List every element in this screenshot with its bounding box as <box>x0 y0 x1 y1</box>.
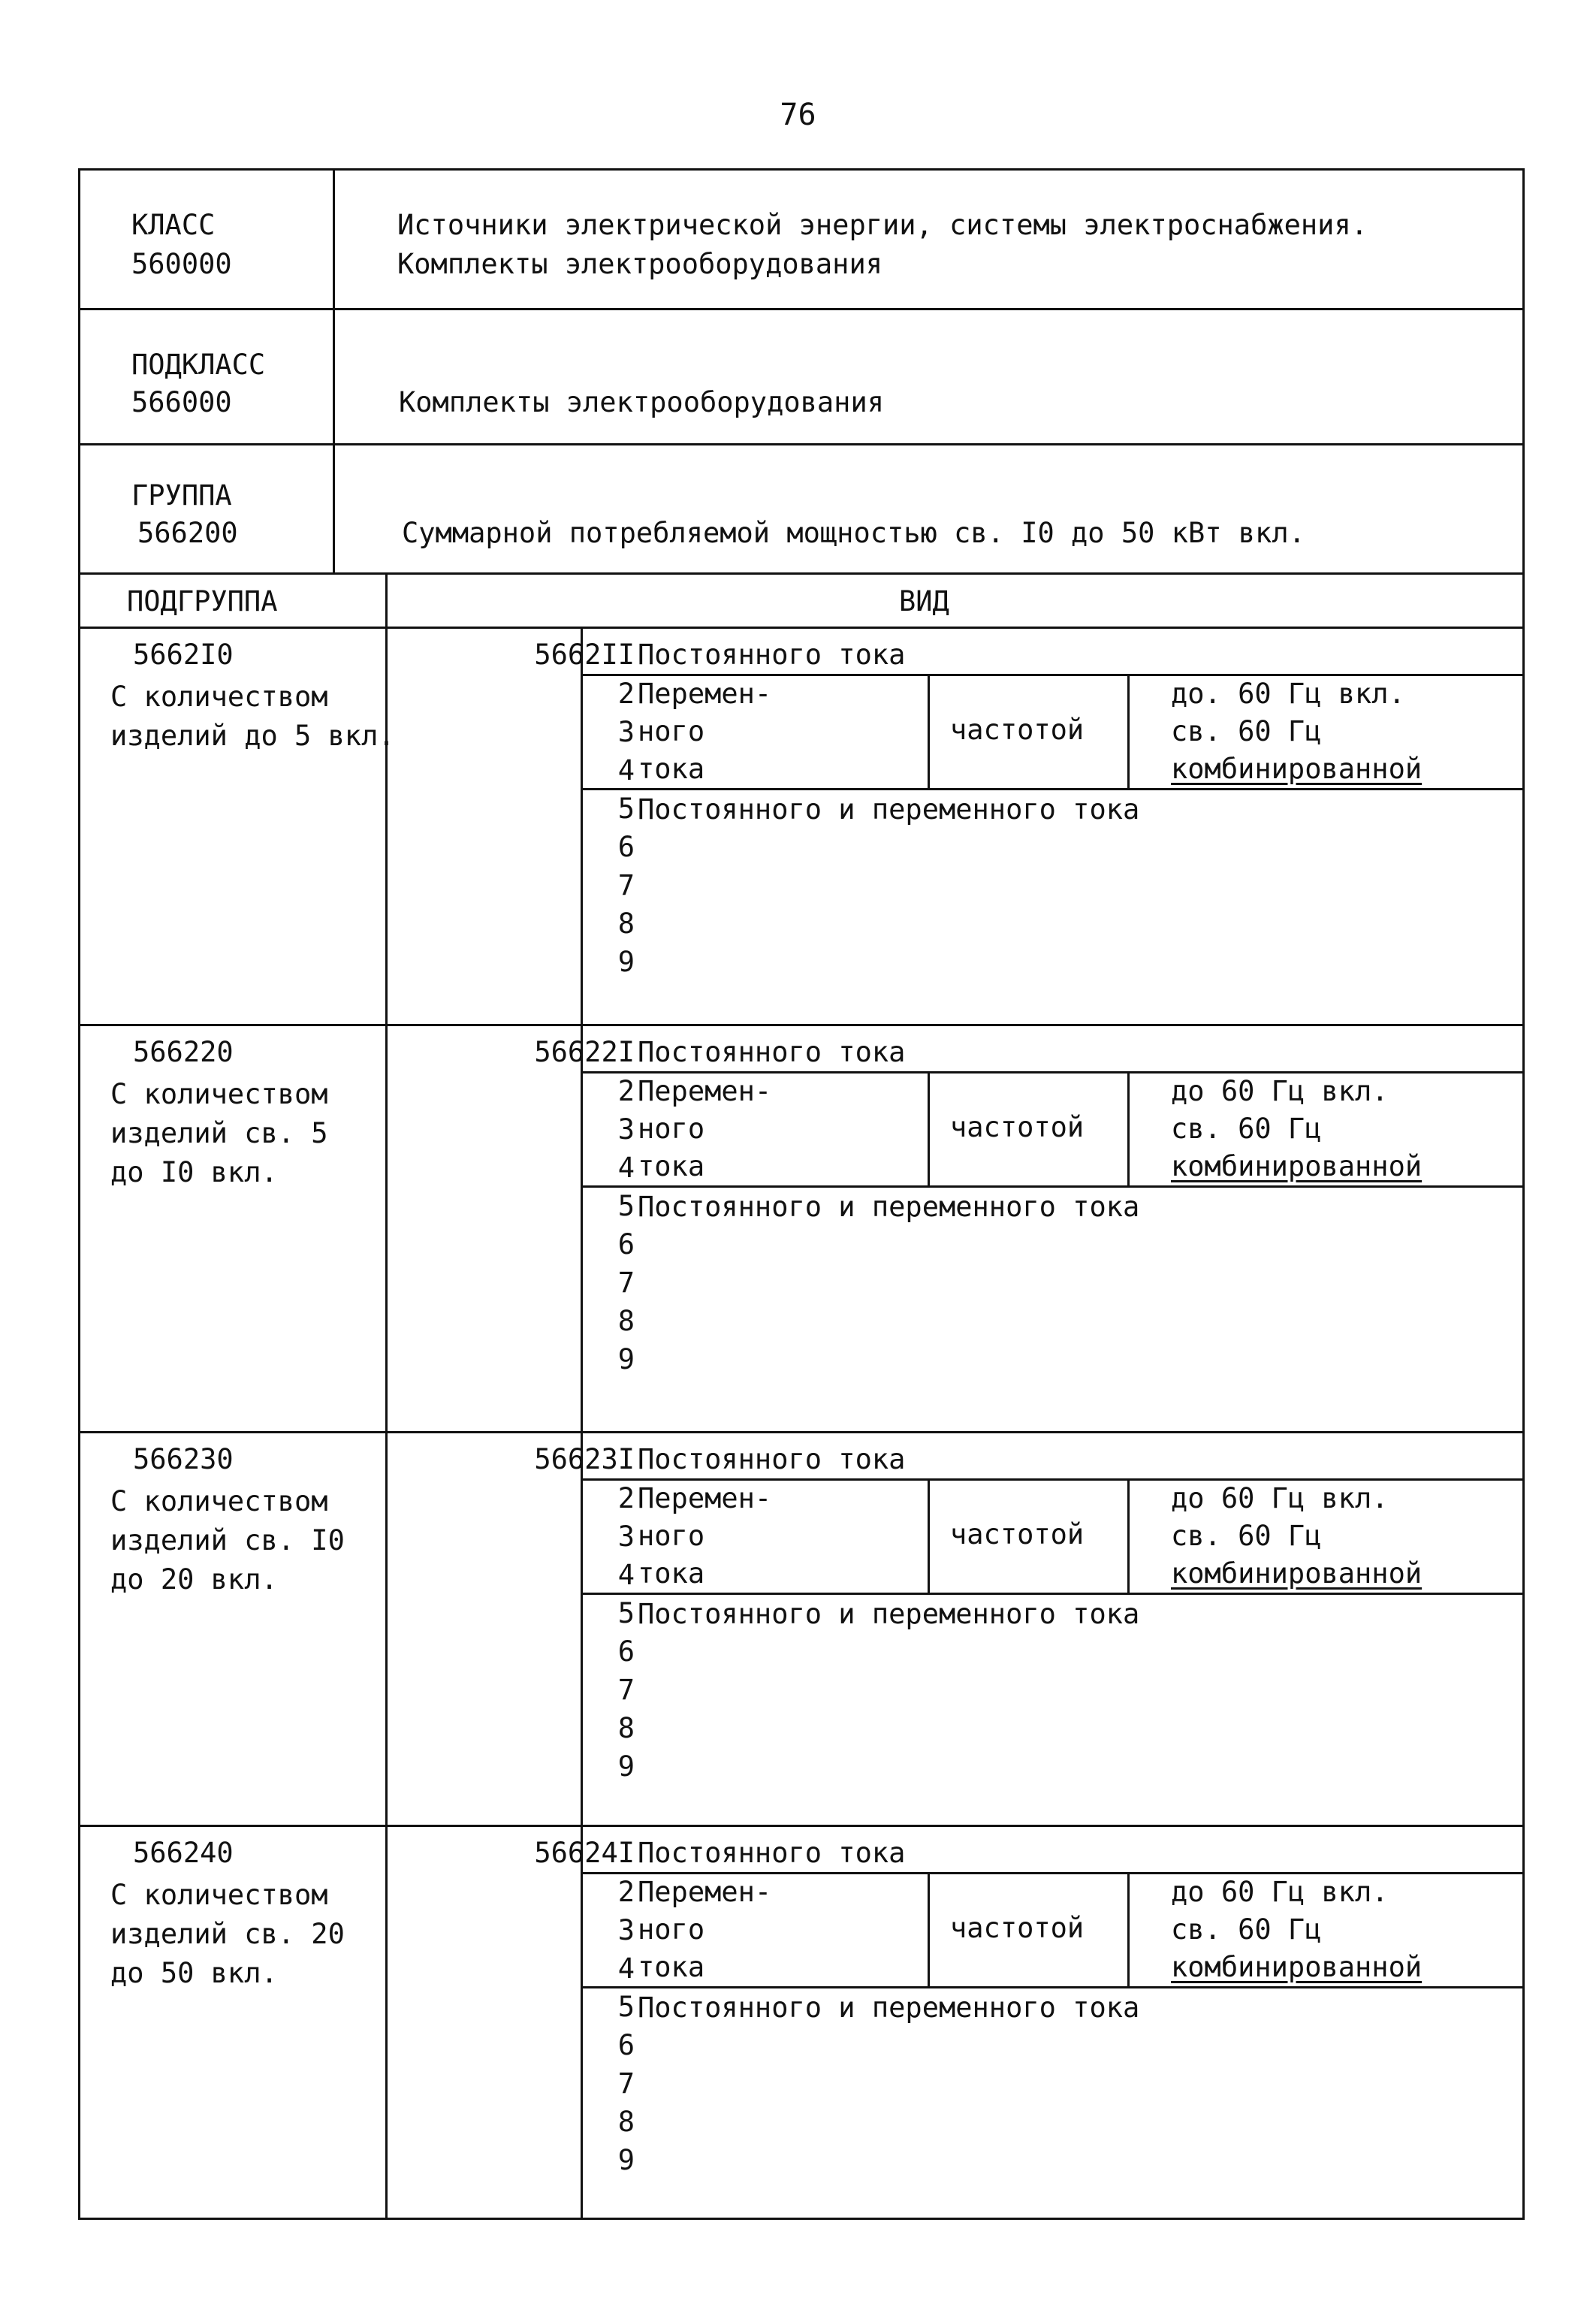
vid-code: 7 <box>617 869 635 901</box>
frequency-option: до 60 Гц вкл. <box>1171 1075 1389 1107</box>
vid-code: 6 <box>617 2029 635 2061</box>
ac-label: Перемен- <box>638 1876 772 1908</box>
subgroup-description: изделий до 5 вкл. <box>110 720 395 752</box>
subgroup-code: 566240 <box>133 1837 234 1869</box>
vid-code: 8 <box>617 2106 635 2138</box>
subgroup-description: С количеством <box>110 1485 328 1517</box>
header-divider <box>333 171 335 308</box>
frequency-option: св. 60 Гц <box>1171 1913 1322 1946</box>
podklass-row <box>80 310 1522 445</box>
freq-divider <box>1127 1478 1130 1593</box>
klass-title-line1: Источники электрической энергии, системы электроснабжения. <box>397 209 1368 241</box>
ac-label: ного <box>638 1113 705 1145</box>
frequency-option: св. 60 Гц <box>1171 715 1322 747</box>
vid-code: 7 <box>617 2067 635 2100</box>
subgroup-code: 566220 <box>133 1036 234 1068</box>
classification-table <box>78 168 1525 2220</box>
vid-code: 8 <box>617 907 635 940</box>
row-divider <box>581 1986 1522 1988</box>
frequency-option: комбинированной <box>1171 753 1423 785</box>
dc-label: Постоянного тока <box>638 1036 906 1068</box>
vid-code: 3 <box>617 1914 635 1946</box>
dc-ac-label: Постоянного и переменного тока <box>638 793 1140 826</box>
vid-code: 6 <box>617 831 635 863</box>
klass-label: КЛАСС <box>131 209 216 241</box>
vid-code: 6 <box>617 1228 635 1261</box>
frequency-option: до 60 Гц вкл. <box>1171 1876 1389 1908</box>
frequency-label: частотой <box>950 1518 1085 1551</box>
gruppa-code: 566200 <box>137 517 238 549</box>
klass-row <box>80 171 1522 310</box>
vid-code: 5 <box>617 1190 635 1222</box>
header-divider <box>333 310 335 443</box>
subgroup-description: С количеством <box>110 1078 328 1110</box>
row-divider <box>581 1185 1522 1188</box>
gruppa-row <box>80 445 1522 575</box>
vid-code: 6 <box>617 1635 635 1668</box>
vid-code: 4 <box>617 1152 635 1184</box>
vid-code: 7 <box>617 1267 635 1299</box>
gruppa-label: ГРУППА <box>131 479 232 512</box>
vid-code: 3 <box>617 716 635 748</box>
dc-ac-label: Постоянного и переменного тока <box>638 1191 1140 1223</box>
subgroup-block <box>80 629 1522 1024</box>
vid-code: 4 <box>617 1559 635 1591</box>
vid-code: 4 <box>617 754 635 787</box>
vid-column-header: ВИД <box>899 585 949 618</box>
klass-code: 560000 <box>131 248 232 280</box>
row-divider <box>581 1593 1522 1595</box>
column-header-row <box>80 575 1522 629</box>
subgroup-description: изделий св. 5 <box>110 1117 328 1149</box>
vid-code: 9 <box>617 2144 635 2176</box>
frequency-option: до. 60 Гц вкл. <box>1171 678 1405 710</box>
dc-label: Постоянного тока <box>638 639 906 671</box>
freq-divider <box>1127 674 1130 788</box>
vid-code: 2 <box>617 678 635 710</box>
ac-label: ного <box>638 1520 705 1552</box>
subgroup-description: до 20 вкл. <box>110 1563 278 1596</box>
freq-divider <box>928 1872 930 1986</box>
vid-code: 5 <box>617 793 635 825</box>
vid-code: 5 <box>617 1597 635 1629</box>
subgroup-block <box>80 1825 1522 2222</box>
subgroup-description: С количеством <box>110 1879 328 1911</box>
ac-label: тока <box>638 1557 705 1590</box>
podklass-label: ПОДКЛАСС <box>131 349 266 381</box>
vid-code: 9 <box>617 1343 635 1375</box>
frequency-label: частотой <box>950 714 1085 746</box>
frequency-option: комбинированной <box>1171 1150 1423 1182</box>
subgroup-description: до I0 вкл. <box>110 1156 278 1188</box>
subgroup-description: изделий св. I0 <box>110 1524 345 1557</box>
subgroup-block <box>80 1431 1522 1827</box>
dc-ac-label: Постоянного и переменного тока <box>638 1598 1140 1630</box>
subgroup-column-header: ПОДГРУППА <box>127 585 278 618</box>
page-number: 76 <box>780 98 816 132</box>
vid-code: 4 <box>617 1952 635 1985</box>
podklass-title: Комплекты электрооборудования <box>399 386 885 418</box>
ac-label: тока <box>638 1951 705 1983</box>
vid-code: 3 <box>617 1113 635 1146</box>
vid-code: 56624I <box>534 1837 635 1869</box>
vid-code: 9 <box>617 946 635 978</box>
frequency-label: частотой <box>950 1111 1085 1143</box>
ac-label: тока <box>638 1150 705 1182</box>
vid-code: 2 <box>617 1482 635 1514</box>
frequency-option: св. 60 Гц <box>1171 1520 1322 1552</box>
vid-code: 56623I <box>534 1443 635 1475</box>
ac-label: ного <box>638 715 705 747</box>
vid-code: 5 <box>617 1991 635 2023</box>
klass-title-line2: Комплекты электрооборудования <box>397 248 883 280</box>
header-divider <box>333 445 335 572</box>
subgroup-description: до 50 вкл. <box>110 1957 278 1989</box>
subgroup-code: 5662I0 <box>133 639 234 671</box>
vid-code: 2 <box>617 1075 635 1107</box>
vid-code: 8 <box>617 1712 635 1744</box>
frequency-option: комбинированной <box>1171 1951 1423 1983</box>
freq-divider <box>928 1478 930 1593</box>
dc-ac-label: Постоянного и переменного тока <box>638 1991 1140 2024</box>
row-divider <box>581 788 1522 790</box>
vid-code: 3 <box>617 1520 635 1553</box>
subgroup-block <box>80 1024 1522 1433</box>
freq-divider <box>928 1071 930 1185</box>
ac-label: Перемен- <box>638 1482 772 1514</box>
podklass-code: 566000 <box>131 386 232 418</box>
frequency-option: до 60 Гц вкл. <box>1171 1482 1389 1514</box>
vid-code: 56622I <box>534 1036 635 1068</box>
ac-label: тока <box>638 753 705 785</box>
frequency-option: комбинированной <box>1171 1557 1423 1590</box>
subgroup-description: изделий св. 20 <box>110 1918 345 1950</box>
vid-code: 2 <box>617 1876 635 1908</box>
vid-code: 8 <box>617 1305 635 1337</box>
dc-label: Постоянного тока <box>638 1443 906 1475</box>
freq-divider <box>1127 1071 1130 1185</box>
subgroup-code: 566230 <box>133 1443 234 1475</box>
dc-label: Постоянного тока <box>638 1837 906 1869</box>
freq-divider <box>928 674 930 788</box>
subgroup-description: С количеством <box>110 681 328 713</box>
freq-divider <box>1127 1872 1130 1986</box>
frequency-label: частотой <box>950 1912 1085 1944</box>
ac-label: ного <box>638 1913 705 1946</box>
ac-label: Перемен- <box>638 1075 772 1107</box>
vid-code: 7 <box>617 1674 635 1706</box>
vid-code: 9 <box>617 1750 635 1783</box>
vid-code: 5662II <box>534 639 635 671</box>
gruppa-title: Суммарной потребляемой мощностью св. I0 до 50 кВт вкл. <box>402 517 1305 549</box>
ac-label: Перемен- <box>638 678 772 710</box>
frequency-option: св. 60 Гц <box>1171 1113 1322 1145</box>
